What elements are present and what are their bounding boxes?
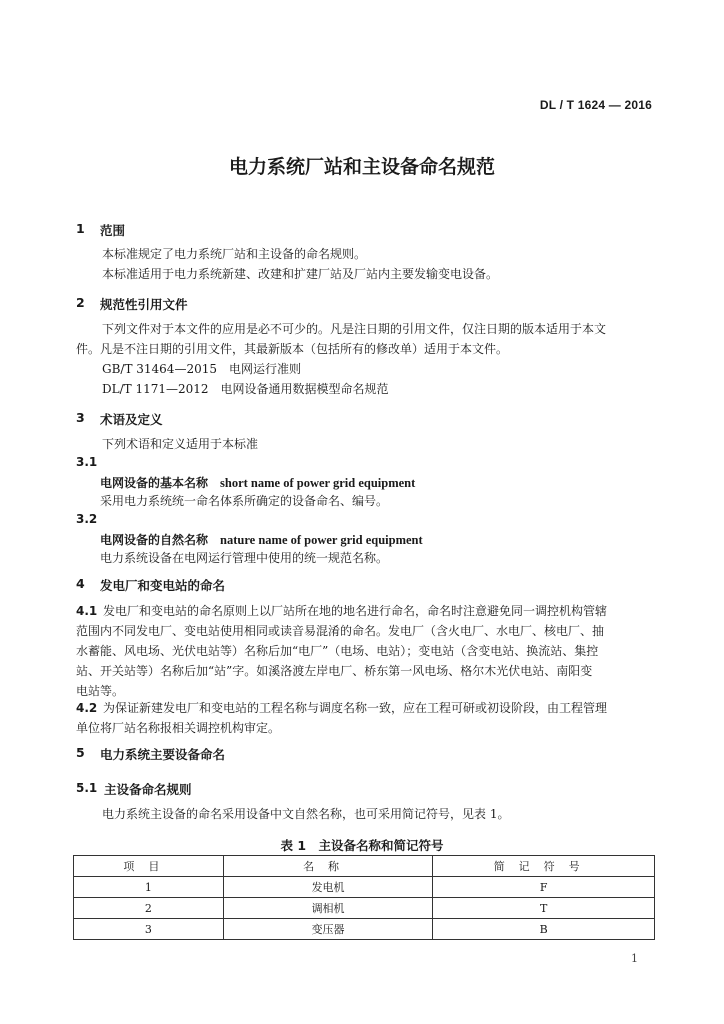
clause-4-2-line-2: 单位将厂站名称报相关调控机构审定。 [76, 721, 281, 735]
standard-code: DL / T 1624 — 2016 [539, 98, 652, 112]
section-4-title: 发电厂和变电站的命名 [100, 578, 226, 593]
clause-4-1-line-4: 站、开关站等）名称后加“站”字。如溪洛渡左岸电厂、桥东第一风电场、格尔木光伏电站、南阳变 [76, 664, 593, 678]
section-3-title: 术语及定义 [100, 412, 163, 427]
subsection-5-1-title: 主设备命名规则 [104, 782, 192, 797]
header-item: 项目 [74, 856, 224, 877]
header-symbol: 简记符号 [433, 856, 655, 877]
definition-3-2-text: 电力系统设备在电网运行管理中使用的统一规范名称。 [100, 551, 389, 565]
definition-3-1-term-zh: 电网设备的基本名称 [100, 476, 209, 490]
section-3-paragraph: 下列术语和定义适用于本标准 [102, 437, 259, 451]
cell-symbol: T [433, 898, 655, 919]
section-3-number: 3 [76, 410, 85, 425]
definition-3-2-number: 3.2 [76, 512, 98, 526]
cell-item: 1 [74, 877, 224, 898]
clause-4-1-number: 4.1 [76, 604, 98, 618]
section-1-paragraph-2: 本标准适用于电力系统新建、改建和扩建厂站及厂站内主要发输变电设备。 [102, 267, 499, 281]
subsection-5-1-paragraph: 电力系统主设备的命名采用设备中文自然名称，也可采用简记符号，见表 1。 [102, 807, 510, 821]
table-row [74, 877, 655, 898]
reference-2: DL/T 1171—2012 电网设备通用数据模型命名规范 [102, 382, 389, 396]
cell-item: 3 [74, 919, 224, 940]
table-header-row [74, 856, 655, 877]
clause-4-1-line-1: 发电厂和变电站的命名原则上以厂站所在地的地名进行命名，命名时注意避免同一调控机构管辖 [103, 604, 608, 618]
definition-3-2-term-en: nature name of power grid equipment [220, 533, 423, 547]
table-row [74, 898, 655, 919]
definition-3-1-term-en: short name of power grid equipment [220, 476, 416, 490]
section-4-number: 4 [76, 576, 85, 591]
table-caption: 表 1 主设备名称和简记符号 [280, 838, 444, 853]
subsection-5-1-number: 5.1 [76, 781, 98, 795]
cell-symbol: F [433, 877, 655, 898]
page-title: 电力系统厂站和主设备命名规范 [228, 156, 495, 178]
cell-name: 调相机 [223, 898, 433, 919]
definition-3-2-term-zh: 电网设备的自然名称 [100, 533, 209, 547]
page-number: 1 [631, 952, 638, 965]
clause-4-1-line-5: 电站等。 [76, 684, 125, 698]
clause-4-1-line-2: 范围内不同发电厂、变电站使用相同或读音易混淆的命名。发电厂（含火电厂、水电厂、核电厂、抽 [76, 624, 605, 638]
header-name: 名称 [223, 856, 433, 877]
section-5-title: 电力系统主要设备命名 [100, 747, 226, 762]
equipment-table [73, 855, 655, 940]
section-2-title: 规范性引用文件 [100, 297, 188, 312]
section-2-paragraph-line-2: 件。凡是不注日期的引用文件，其最新版本（包括所有的修改单）适用于本文件。 [76, 342, 509, 356]
clause-4-2-line-1: 为保证新建发电厂和变电站的工程名称与调度名称一致，应在工程可研或初设阶段，由工程管理 [103, 701, 608, 715]
section-2-paragraph-line-1: 下列文件对于本文件的应用是必不可少的。凡是注日期的引用文件，仅注日期的版本适用于本文 [102, 322, 607, 336]
definition-3-2-term [100, 531, 423, 548]
definition-3-1-term [100, 474, 415, 491]
section-1-paragraph-1: 本标准规定了电力系统厂站和主设备的命名规则。 [102, 247, 367, 261]
section-5-number: 5 [76, 745, 85, 760]
cell-item: 2 [74, 898, 224, 919]
clause-4-2-number: 4.2 [76, 701, 98, 715]
cell-name: 变压器 [223, 919, 433, 940]
section-1-number: 1 [76, 221, 85, 236]
clause-4-1-line-3: 水蓄能、风电场、光伏电站等）名称后加“电厂”（电场、电站）；变电站（含变电站、换流站、集控 [76, 644, 599, 658]
definition-3-1-text: 采用电力系统统一命名体系所确定的设备命名、编号。 [100, 494, 389, 508]
section-2-number: 2 [76, 295, 85, 310]
reference-1: GB/T 31464—2015 电网运行准则 [102, 362, 301, 376]
cell-symbol: B [433, 919, 655, 940]
table-row [74, 919, 655, 940]
section-1-title: 范围 [100, 223, 126, 238]
cell-name: 发电机 [223, 877, 433, 898]
definition-3-1-number: 3.1 [76, 455, 98, 469]
